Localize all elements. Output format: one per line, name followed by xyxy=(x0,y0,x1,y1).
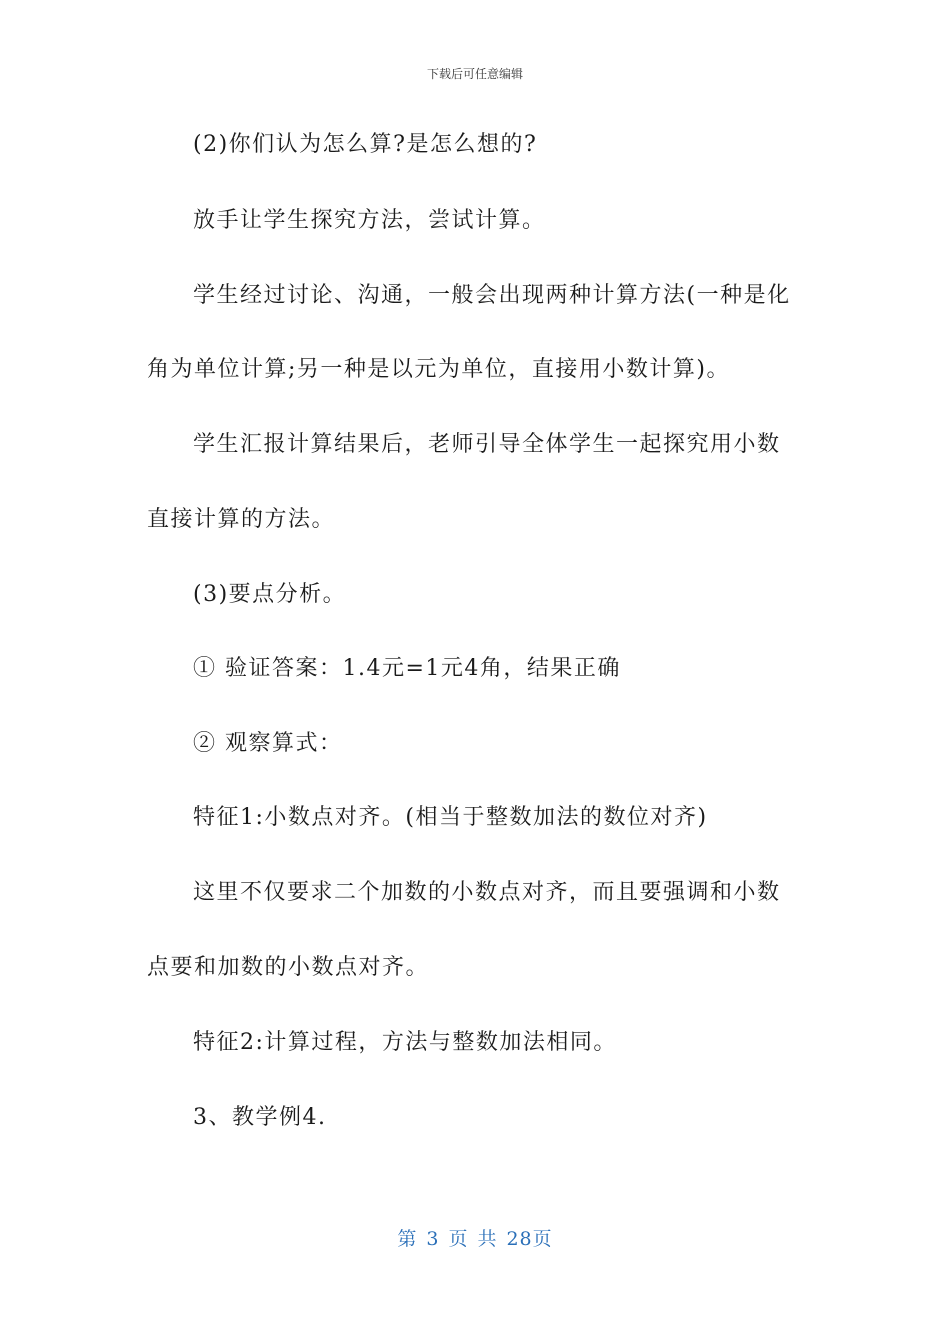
paragraph-line: 学生经过讨论、沟通，一般会出现两种计算方法(一种是化 xyxy=(193,283,791,308)
paragraph-line: 学生汇报计算结果后，老师引导全体学生一起探究用小数 xyxy=(193,432,781,457)
paragraph-line: 特征2:计算过程，方法与整数加法相同。 xyxy=(193,1030,617,1055)
paragraph-line: (2)你们认为怎么算?是怎么想的? xyxy=(193,132,538,157)
paragraph-line: 角为单位计算;另一种是以元为单位，直接用小数计算)。 xyxy=(147,357,730,382)
paragraph-line: 这里不仅要求二个加数的小数点对齐，而且要强调和小数 xyxy=(193,880,781,905)
footer-total-word: 共 xyxy=(477,1228,498,1250)
paragraph-line: ② 观察算式： xyxy=(193,731,343,756)
page-number-footer xyxy=(0,1226,950,1252)
paragraph-line: 3、教学例4. xyxy=(193,1105,327,1130)
paragraph-line: 点要和加数的小数点对齐。 xyxy=(147,955,430,980)
paragraph-line: 直接计算的方法。 xyxy=(147,507,336,532)
footer-current-page: 3 xyxy=(426,1228,440,1250)
footer-prefix: 第 xyxy=(397,1228,418,1250)
page-header-note: 下载后可任意编辑 xyxy=(426,67,523,81)
paragraph-line: (3)要点分析。 xyxy=(193,582,347,607)
paragraph-line: 放手让学生探究方法，尝试计算。 xyxy=(193,208,546,233)
paragraph-line: 特征1:小数点对齐。(相当于整数加法的数位对齐) xyxy=(193,805,708,830)
paragraph-line: ① 验证答案：1.4元=1元4角，结果正确 xyxy=(193,656,621,681)
footer-page-word: 页 xyxy=(448,1228,469,1250)
footer-total-pages: 28页 xyxy=(506,1228,553,1250)
